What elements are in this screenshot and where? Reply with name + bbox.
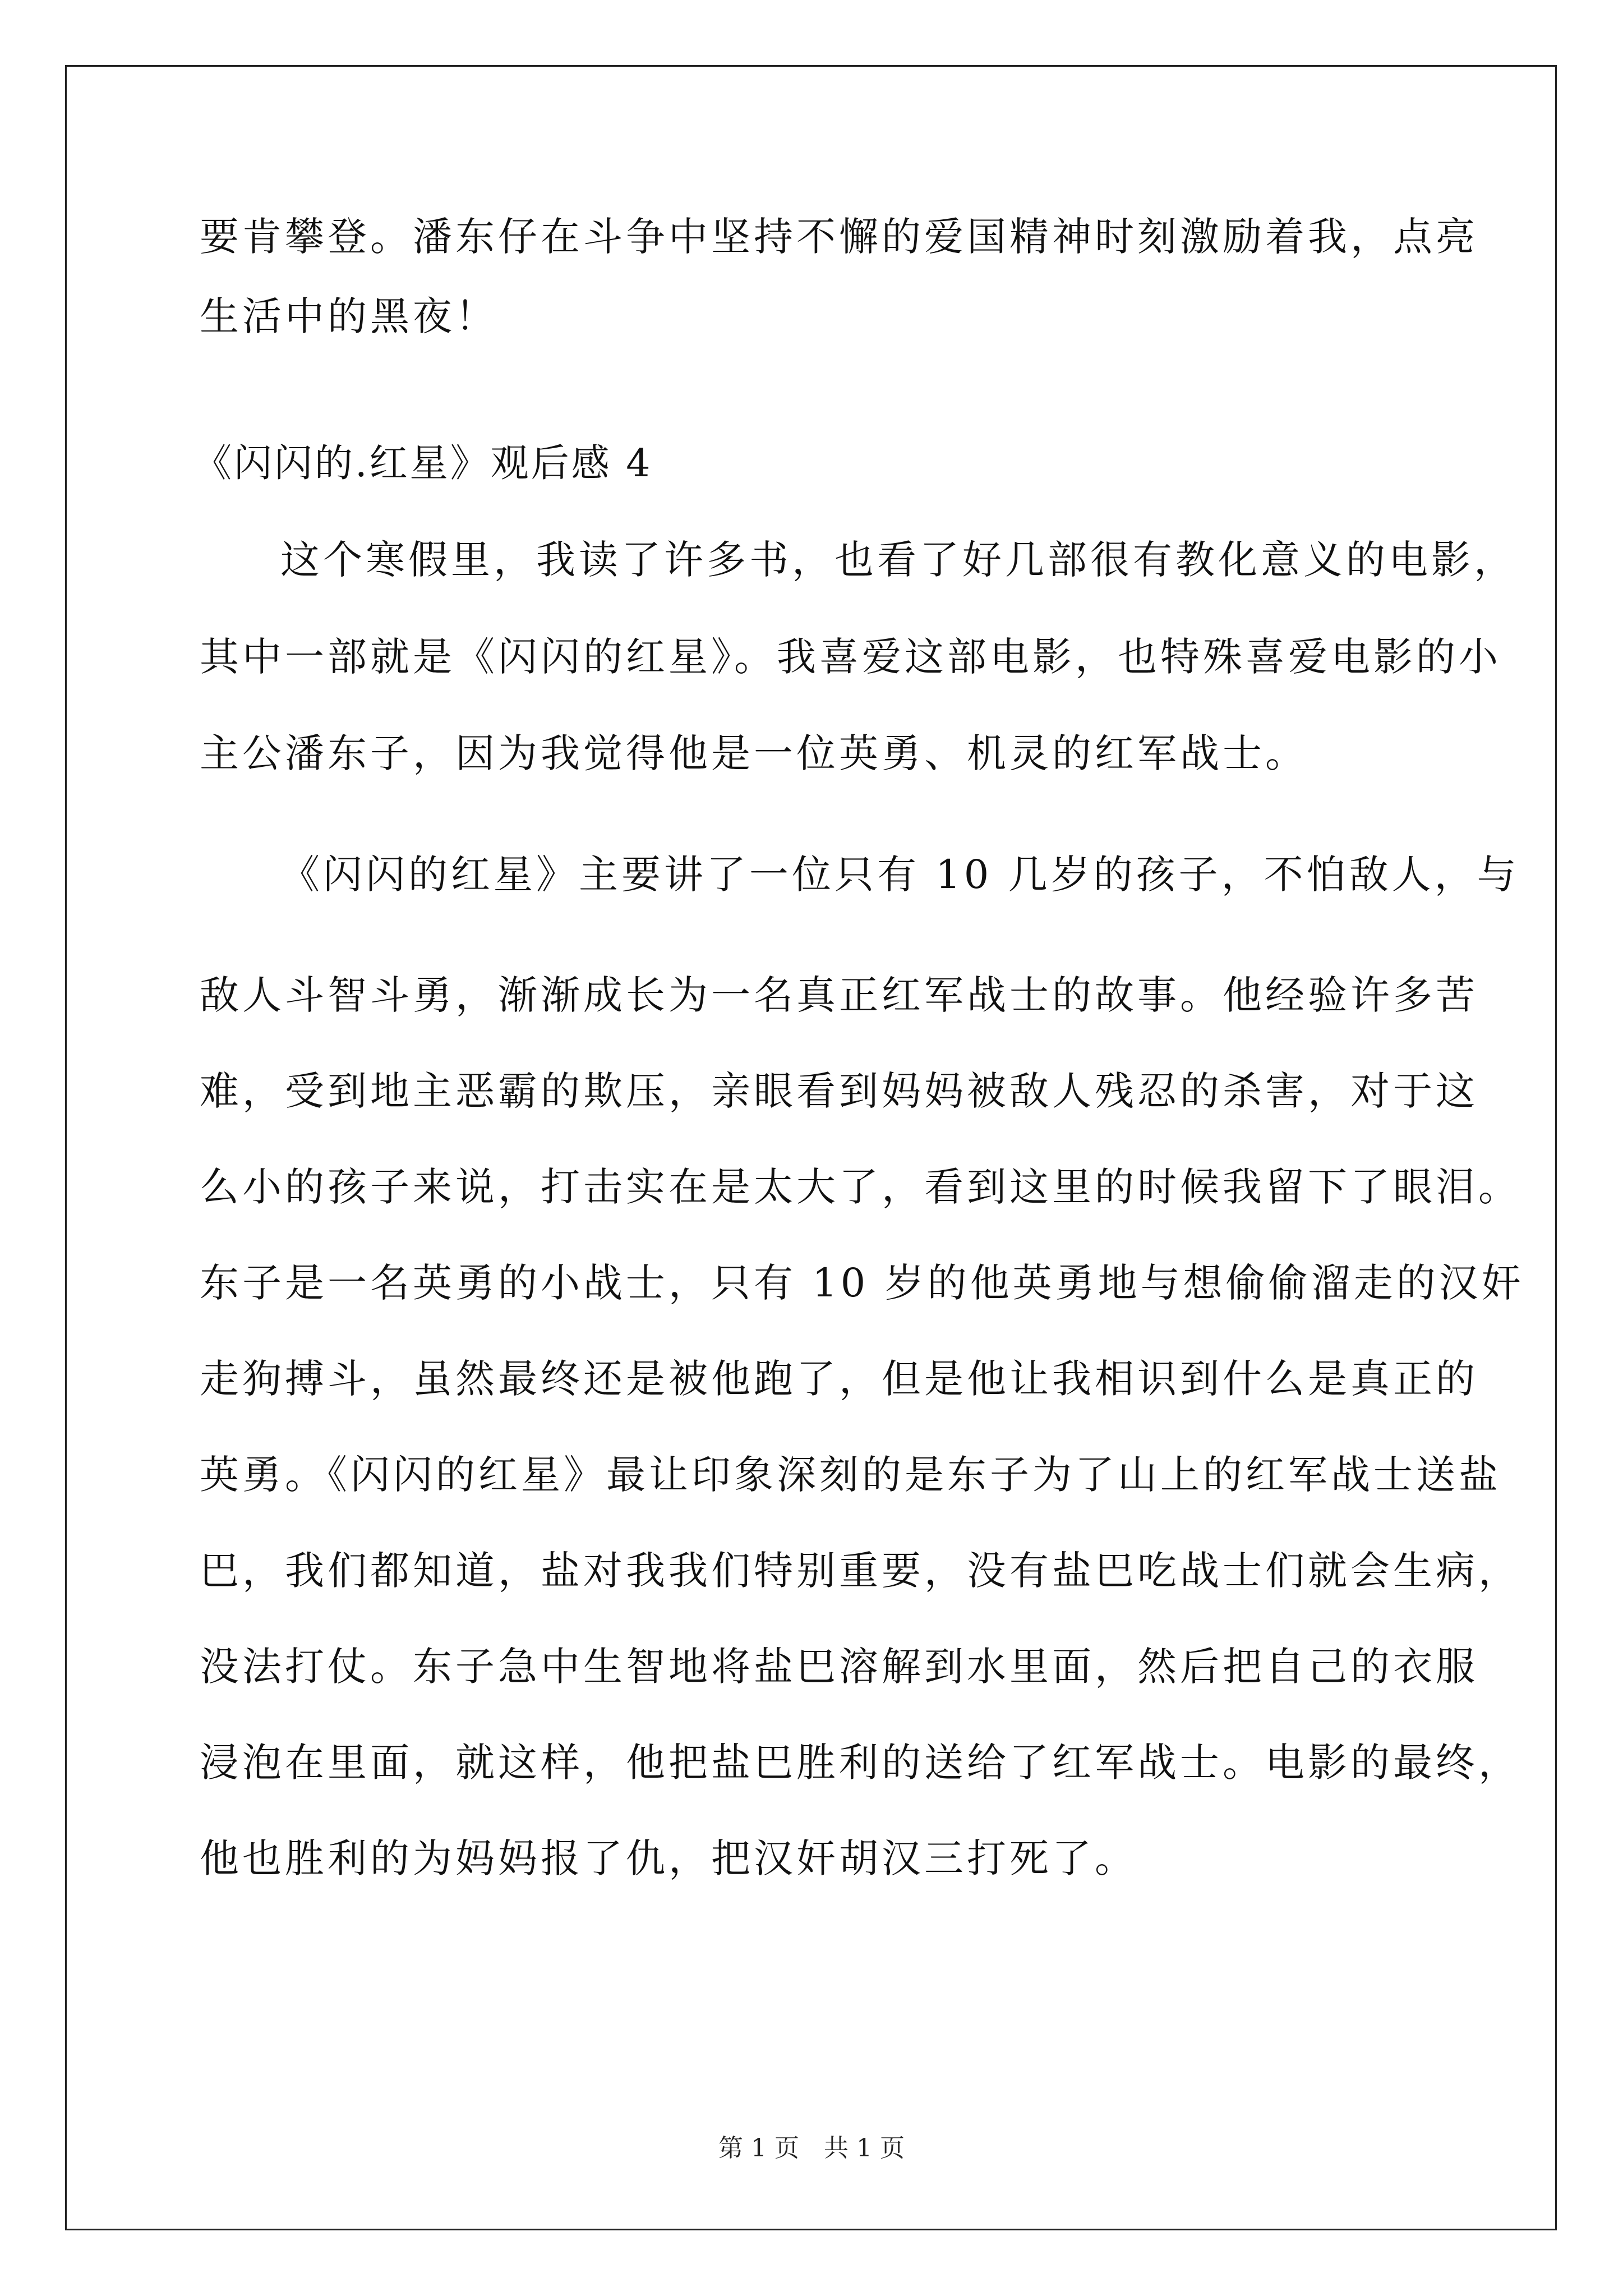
section-heading: 《闪闪的.红星》观后感 4 — [193, 441, 653, 486]
page-border — [65, 65, 1557, 2230]
body-line: 浸泡在里面，就这样，他把盐巴胜利的送给了红军战士。电影的最终， — [200, 1740, 1521, 1786]
body-line: 其中一部就是《闪闪的红星》。我喜爱这部电影，也特殊喜爱电影的小 — [200, 634, 1501, 680]
body-line: 敌人斗智斗勇，渐渐成长为一名真正红军战士的故事。他经验许多苦 — [200, 972, 1478, 1018]
body-line: 主公潘东子，因为我觉得他是一位英勇、机灵的红军战士。 — [200, 730, 1308, 776]
body-line: 么小的孩子来说，打击实在是太大了，看到这里的时候我留下了眼泪。 — [200, 1164, 1521, 1210]
body-line: 没法打仗。东子急中生智地将盐巴溶解到水里面，然后把自己的衣服 — [200, 1644, 1478, 1690]
paragraph-first-line: 这个寒假里，我读了许多书，也看了好几部很有教化意义的电影， — [280, 537, 1516, 583]
body-line: 英勇。《闪闪的红星》最让印象深刻的是东子为了山上的红军战士送盐 — [200, 1452, 1501, 1498]
paragraph-first-line: 《闪闪的红星》主要讲了一位只有 10 几岁的孩子，不怕敌人，与 — [280, 852, 1520, 898]
body-line: 难，受到地主恶霸的欺压，亲眼看到妈妈被敌人残忍的杀害，对于这 — [200, 1068, 1478, 1114]
body-line: 要肯攀登。潘东仔在斗争中坚持不懈的爱国精神时刻激励着我，点亮 — [200, 214, 1478, 260]
body-line: 生活中的黑夜！ — [200, 293, 498, 339]
page-footer: 第 1 页 共 1 页 — [718, 2134, 905, 2162]
body-line: 巴，我们都知道，盐对我我们特别重要，没有盐巴吃战士们就会生病， — [200, 1548, 1521, 1594]
body-line: 走狗搏斗，虽然最终还是被他跑了，但是他让我相识到什么是真正的 — [200, 1356, 1478, 1402]
body-line: 东子是一名英勇的小战士，只有 10 岁的他英勇地与想偷偷溜走的汉奸 — [200, 1260, 1524, 1306]
body-line: 他也胜利的为妈妈报了仇，把汉奸胡汉三打死了。 — [200, 1835, 1137, 1881]
